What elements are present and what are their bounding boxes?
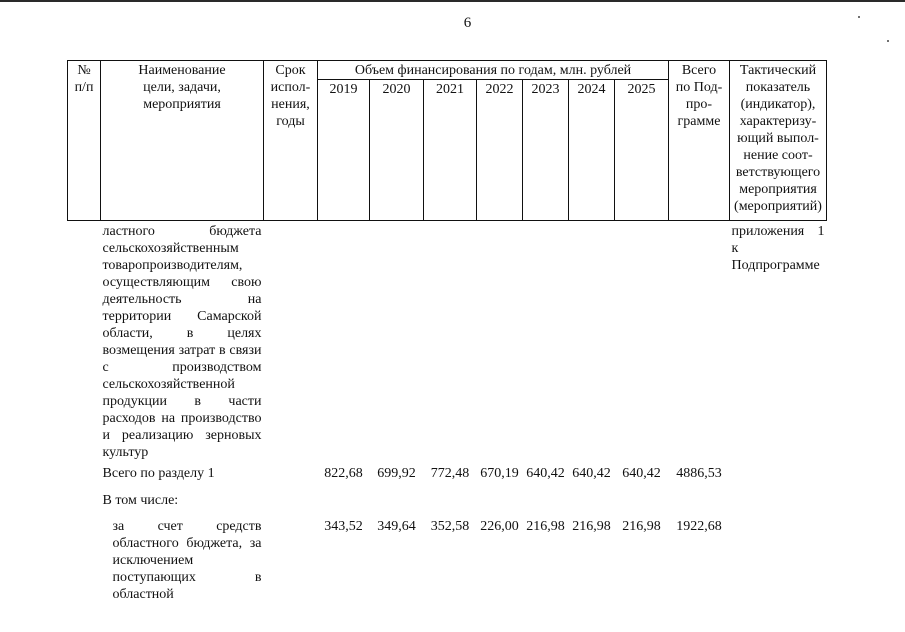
row-indicator: приложения 1 к Подпрограмме <box>731 224 825 273</box>
row-name: за счет средств областного бюджета, за исключением поступающих в областной <box>112 519 262 602</box>
row-name: В том числе: <box>102 493 179 508</box>
header-indicator: Тактический показатель (индикатор), характеризу- ющий выпол- нение соот- ветствующего мероприятия (мероприятий) <box>730 61 827 221</box>
row-value: 352,58 <box>430 519 470 534</box>
row-value: 216,98 <box>526 519 565 534</box>
row-value: 216,98 <box>622 519 661 534</box>
row-value: 349,64 <box>377 519 416 534</box>
table-row <box>68 489 827 515</box>
row-name: ластного бюджета сельскохозяйственным товаропроизводителям, осуществляющим свою деятельность на территории Самарской области, в целях возмещения затрат в связи с производством сельскохозяйственной продукции в части расходов на производство и реализацию зерновых культур <box>102 224 262 460</box>
row-value: 226,00 <box>480 519 519 534</box>
table-row <box>68 515 827 603</box>
header-year: 2023 <box>523 80 569 221</box>
table-row <box>68 461 827 489</box>
scan-speck <box>858 16 860 18</box>
header-term: Срок испол- нения, годы <box>264 61 318 221</box>
row-value: 640,42 <box>526 466 565 481</box>
row-value: 640,42 <box>572 466 611 481</box>
row-value: 699,92 <box>377 466 416 481</box>
header-name: Наименование цели, задачи, мероприятия <box>101 61 264 221</box>
page-top-border <box>0 0 905 2</box>
table-row <box>68 221 827 462</box>
header-year: 2022 <box>477 80 523 221</box>
row-name: Всего по разделу 1 <box>102 466 215 481</box>
header-year: 2019 <box>318 80 370 221</box>
row-value: 343,52 <box>324 519 363 534</box>
header-year: 2021 <box>424 80 477 221</box>
row-value: 822,68 <box>324 466 363 481</box>
financing-table <box>67 60 827 603</box>
header-number: № п/п <box>68 61 101 221</box>
row-value: 772,48 <box>430 466 470 481</box>
row-value: 670,19 <box>480 466 519 481</box>
page-number: 6 <box>463 15 472 31</box>
row-value: 216,98 <box>572 519 611 534</box>
header-year: 2024 <box>569 80 615 221</box>
header-year: 2025 <box>615 80 669 221</box>
header-funding: Объем финансирования по годам, млн. рублей <box>318 61 669 80</box>
header-year: 2020 <box>370 80 424 221</box>
header-total: Всего по Под- про- грамме <box>669 61 730 221</box>
row-value: 640,42 <box>622 466 661 481</box>
row-total: 4886,53 <box>676 466 722 481</box>
scan-speck <box>887 40 889 42</box>
row-total: 1922,68 <box>676 519 722 534</box>
